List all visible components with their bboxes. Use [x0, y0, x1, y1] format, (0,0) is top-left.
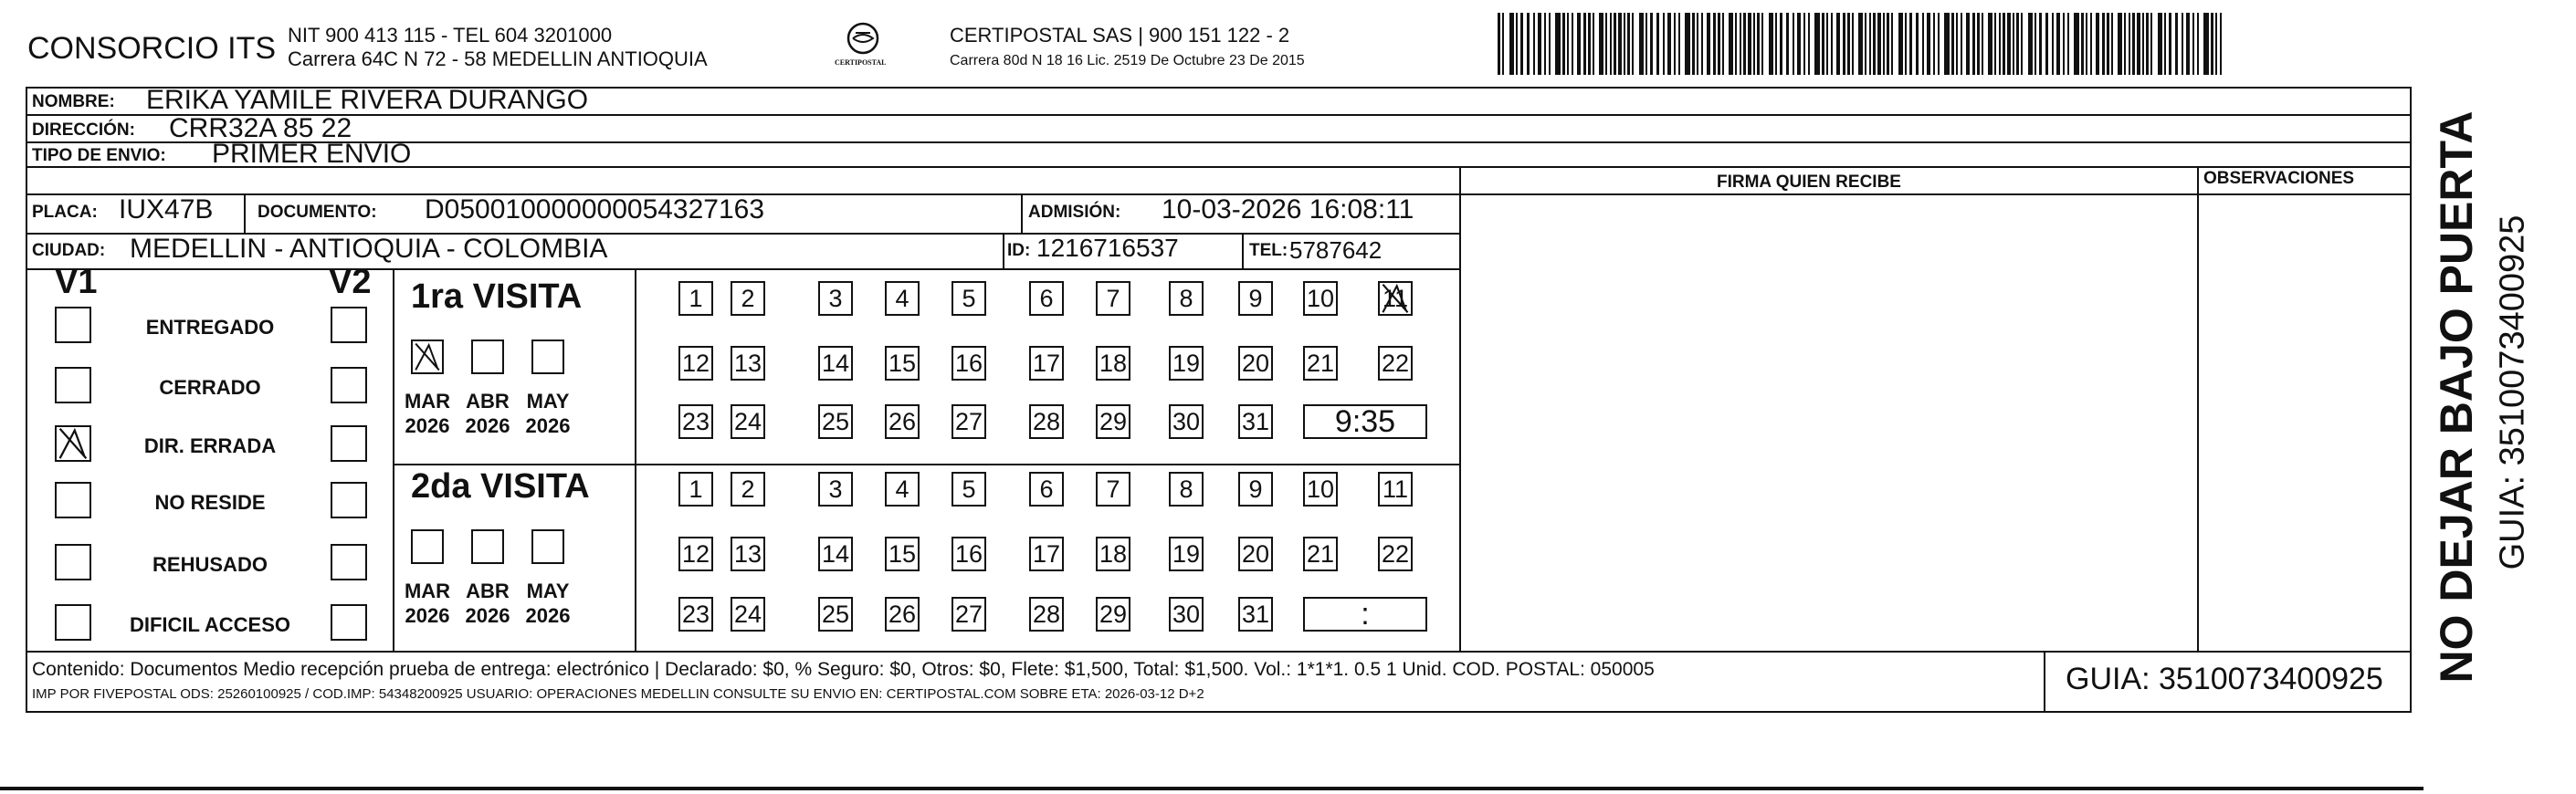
visit1-month-checkbox-1[interactable]	[411, 340, 444, 374]
address-label: DIRECCIÓN:	[32, 120, 135, 140]
barcode-bar	[1707, 13, 1710, 75]
visit1-day-box[interactable]: 11	[1378, 281, 1413, 316]
visit2-day-box[interactable]: 17	[1029, 537, 1064, 571]
barcode-bar	[2132, 13, 2135, 75]
status-option-label: CERRADO	[159, 376, 261, 399]
shipment-type: PRIMER ENVIO	[212, 139, 412, 169]
barcode-bar	[1567, 13, 1569, 75]
visit2-day-box[interactable]: 29	[1096, 597, 1130, 632]
visit1-day-box[interactable]: 9	[1238, 281, 1273, 316]
barcode-bar	[1988, 13, 1992, 75]
barcode-bar	[1632, 13, 1634, 75]
visit2-day-box[interactable]: 28	[1029, 597, 1064, 632]
visit1-year-label: 2026	[465, 414, 510, 437]
visit2-day-box[interactable]: 16	[952, 537, 986, 571]
barcode-bar	[2052, 13, 2054, 75]
barcode-bar	[1701, 13, 1703, 75]
visit1-day-box[interactable]: 14	[818, 346, 853, 381]
tel-value: 5787642	[1289, 236, 1383, 264]
barcode-bar	[1667, 13, 1671, 75]
barcode-bar	[1650, 13, 1653, 75]
v1-checkbox-6[interactable]	[55, 604, 91, 641]
v1-label: V1	[55, 263, 98, 301]
visit1-day-box[interactable]: 12	[678, 346, 713, 381]
barcode-bar	[1852, 13, 1854, 75]
barcode-bar	[1549, 13, 1551, 75]
visit1-day-box[interactable]: 10	[1303, 281, 1338, 316]
barcode-bar	[1780, 13, 1782, 75]
v1-checkbox-2[interactable]	[55, 367, 91, 403]
visit2-year-label: 2026	[465, 604, 510, 627]
barcode-bar	[1588, 13, 1591, 75]
visit2-day-box[interactable]: 26	[885, 597, 920, 632]
barcode-bar	[1944, 13, 1950, 75]
barcode-bar	[2158, 13, 2162, 75]
shipment-type-label: TIPO DE ENVIO:	[32, 146, 166, 165]
visit1-day-box[interactable]: 7	[1096, 281, 1130, 316]
side-guia: GUIA: 3510073400925	[2493, 214, 2532, 570]
visit2-year-label: 2026	[405, 604, 450, 627]
logo-text: CERTIPOSTAL	[835, 58, 887, 67]
barcode-bar	[2102, 13, 2105, 75]
status-option-label: DIR. ERRADA	[143, 434, 277, 457]
barcode-bar	[2142, 13, 2144, 75]
visit1-month-label: ABR	[466, 390, 510, 413]
barcode-bar	[2137, 13, 2140, 75]
visit1-day-box[interactable]: 4	[885, 281, 920, 316]
barcode-bar	[1873, 13, 1876, 75]
visit2-day-box[interactable]: 14	[818, 537, 853, 571]
visit2-day-box[interactable]: 3	[818, 472, 853, 507]
visit1-day-box[interactable]: 25	[818, 404, 853, 439]
status-option-label: REHUSADO	[152, 553, 268, 576]
barcode-bar	[1538, 13, 1541, 75]
barcode-bar	[1951, 13, 1954, 75]
barcode-bar	[2164, 13, 2166, 75]
visit2-day-box[interactable]: 5	[952, 472, 986, 507]
barcode-bar	[1761, 13, 1763, 75]
visit2-day-box[interactable]: 30	[1169, 597, 1204, 632]
barcode-bar	[1836, 13, 1840, 75]
visit2-time-box[interactable]: :	[1303, 597, 1427, 632]
barcode-bar	[1605, 13, 1607, 75]
barcode-bar	[1516, 13, 1518, 75]
barcode-bar	[1877, 13, 1881, 75]
visit1-month-checkbox-3[interactable]	[531, 340, 564, 374]
barcode-bar	[2129, 13, 2130, 75]
v2-checkbox-1[interactable]	[331, 307, 367, 343]
visit2-month-label: ABR	[466, 580, 510, 602]
visit2-day-box[interactable]: 1	[678, 472, 713, 507]
visit1-year-label: 2026	[405, 414, 450, 437]
barcode-bar	[1982, 13, 1983, 75]
v1-checkbox-4[interactable]	[55, 482, 91, 518]
barcode-bar	[1674, 13, 1676, 75]
barcode-bar	[1618, 13, 1622, 75]
barcode-bar	[1822, 13, 1824, 75]
barcode-bar	[1697, 13, 1698, 75]
barcode-bar	[1663, 13, 1665, 75]
visit2-day-box[interactable]: 31	[1238, 597, 1273, 632]
barcode-bar	[1692, 13, 1695, 75]
document-value: D050010000000054327163	[425, 194, 765, 225]
visit2-day-box[interactable]: 2	[731, 472, 765, 507]
barcode-bar	[1916, 13, 1919, 75]
barcode-bar	[1740, 13, 1741, 75]
barcode-bar	[1961, 13, 1962, 75]
visit2-day-box[interactable]: 8	[1169, 472, 1204, 507]
id-value: 1216716537	[1036, 234, 1179, 262]
barcode-bar	[1977, 13, 1980, 75]
barcode-bar	[1956, 13, 1958, 75]
barcode-bar	[1509, 13, 1514, 75]
visit1-day-box[interactable]: 30	[1169, 404, 1204, 439]
barcode-bar	[2107, 13, 2109, 75]
barcode-bar	[2074, 13, 2079, 75]
signature-label: FIRMA QUIEN RECIBE	[1717, 172, 1901, 192]
visit1-day-box[interactable]: 27	[952, 404, 986, 439]
barcode-bar	[1865, 13, 1866, 75]
id-label: ID:	[1007, 241, 1031, 260]
barcode-bar	[2211, 13, 2213, 75]
v1-checkbox-3[interactable]	[55, 425, 91, 462]
visit1-month-checkbox-2[interactable]	[471, 340, 504, 374]
visit2-month-label: MAR	[404, 580, 451, 602]
visit1-day-box[interactable]: 1	[678, 281, 713, 316]
visit2-day-box[interactable]: 4	[885, 472, 920, 507]
barcode-bar	[1927, 13, 1930, 75]
barcode-bar	[1858, 13, 1863, 75]
visit2-day-box[interactable]: 23	[678, 597, 713, 632]
barcode-bar	[1544, 13, 1546, 75]
city-value: MEDELLIN - ANTIOQUIA - COLOMBIA	[130, 234, 608, 264]
visit2-year-label: 2026	[525, 604, 571, 627]
barcode-bar	[1757, 13, 1760, 75]
barcode-bar	[2021, 13, 2023, 75]
barcode-bar	[1533, 13, 1535, 75]
barcode-bar	[1786, 13, 1789, 75]
visit2-day-box[interactable]: 19	[1169, 537, 1204, 571]
v2-checkbox-5[interactable]	[331, 544, 367, 580]
barcode-bar	[1722, 13, 1724, 75]
barcode-bar	[1999, 13, 2001, 75]
visit1-day-box[interactable]: 29	[1096, 404, 1130, 439]
v2-label: V2	[329, 263, 372, 301]
carrier-line-1: CERTIPOSTAL SAS | 900 151 122 - 2	[950, 24, 1290, 47]
barcode-bar	[2081, 13, 2084, 75]
barcode-bar	[1599, 13, 1603, 75]
status-option-label: NO RESIDE	[154, 491, 266, 514]
visit2-month-checkbox-3[interactable]	[531, 529, 564, 564]
v2-checkbox-6[interactable]	[331, 604, 367, 641]
visit1-day-box[interactable]: 6	[1029, 281, 1064, 316]
admission-label: ADMISIÓN:	[1028, 203, 1121, 222]
barcode-bar	[1729, 13, 1733, 75]
barcode-bar	[2090, 13, 2092, 75]
visit1-day-box[interactable]: 19	[1169, 346, 1204, 381]
plate-label: PLACA:	[32, 203, 98, 222]
visit2-day-box[interactable]: 24	[731, 597, 765, 632]
barcode-bar	[2063, 13, 2065, 75]
visit2-day-box[interactable]: 12	[678, 537, 713, 571]
barcode-bar	[1808, 13, 1810, 75]
barcode-bar	[1891, 13, 1893, 75]
v2-checkbox-4[interactable]	[331, 482, 367, 518]
barcode-bar	[2056, 13, 2060, 75]
company-line-2: Carrera 64C N 72 - 58 MEDELLIN ANTIOQUIA	[288, 47, 708, 70]
barcode-bar	[1502, 13, 1504, 75]
visit1-day-box[interactable]: 3	[818, 281, 853, 316]
visit2-month-label: MAY	[526, 580, 570, 602]
status-option-label: ENTREGADO	[145, 316, 275, 339]
visit1-day-box[interactable]: 31	[1238, 404, 1273, 439]
visit1-day-box[interactable]: 5	[952, 281, 986, 316]
barcode-bar	[1933, 13, 1935, 75]
barcode-bar	[1972, 13, 1975, 75]
barcode-bar	[2169, 13, 2171, 75]
barcode-bar	[1898, 13, 1903, 75]
visit1-day-box[interactable]: 17	[1029, 346, 1064, 381]
barcode-bar	[1883, 13, 1885, 75]
barcode-bar	[1624, 13, 1625, 75]
visit1-day-box[interactable]: 20	[1238, 346, 1273, 381]
barcode-bar	[1577, 13, 1581, 75]
recipient-address: CRR32A 85 22	[169, 113, 352, 143]
visit1-day-box[interactable]: 23	[678, 404, 713, 439]
barcode-bar	[1847, 13, 1850, 75]
barcode-bar	[1735, 13, 1737, 75]
barcode-bar	[2007, 13, 2011, 75]
barcode-bar	[1994, 13, 1996, 75]
visit1-month-label: MAY	[526, 390, 570, 413]
barcode-bar	[2192, 13, 2194, 75]
carrier-line-2: Carrera 80d N 18 16 Lic. 2519 De Octubre 23 De 2015	[950, 53, 1305, 68]
recipient-name: ERIKA YAMILE RIVERA DURANGO	[146, 85, 589, 115]
visit1-day-box[interactable]: 8	[1169, 281, 1204, 316]
visit2-day-box[interactable]: 11	[1378, 472, 1413, 507]
v2-checkbox-3[interactable]	[331, 425, 367, 462]
visit1-day-box[interactable]: 2	[731, 281, 765, 316]
barcode-bar	[1645, 13, 1647, 75]
barcode-bar	[1639, 13, 1644, 75]
barcode-bar	[1527, 13, 1530, 75]
document-label: DOCUMENTO:	[258, 203, 377, 222]
barcode-bar	[1718, 13, 1720, 75]
barcode-bar	[1656, 13, 1659, 75]
visit1-day-box[interactable]: 28	[1029, 404, 1064, 439]
barcode-bar	[1922, 13, 1924, 75]
barcode-bar	[1562, 13, 1565, 75]
footer-print-info: IMP POR FIVEPOSTAL ODS: 25260100925 / COD.IMP: 54348200925 USUARIO: OPERACIONES MEDELLIN CONSULTE SU ENVIO EN: CERTIPOSTAL.COM SOBRE ETA: 2026-03-12 D+2	[32, 686, 1204, 702]
barcode-bar	[2086, 13, 2087, 75]
barcode-bar	[1814, 13, 1820, 75]
barcode-bar	[2146, 13, 2149, 75]
barcode-bar	[1614, 13, 1616, 75]
barcode-bar	[1713, 13, 1716, 75]
visit1-day-box[interactable]: 22	[1378, 346, 1413, 381]
barcode-bar	[1678, 13, 1680, 75]
barcode-bar	[1905, 13, 1907, 75]
barcode-bar	[1769, 13, 1773, 75]
city-label: CIUDAD:	[32, 241, 106, 260]
barcode-bar	[1793, 13, 1794, 75]
visit1-day-box[interactable]: 18	[1096, 346, 1130, 381]
barcode-bar	[1610, 13, 1612, 75]
barcode-bar	[2016, 13, 2019, 75]
visit1-day-box[interactable]: 24	[731, 404, 765, 439]
visit1-day-box[interactable]: 15	[885, 346, 920, 381]
status-option-label: DIFICIL ACCESO	[129, 613, 290, 636]
visit2-month-checkbox-2[interactable]	[471, 529, 504, 564]
barcode-bar	[2186, 13, 2190, 75]
visit2-day-box[interactable]: 20	[1238, 537, 1273, 571]
admission-value: 10-03-2026 16:08:11	[1162, 194, 1414, 225]
v1-checkbox-1[interactable]	[55, 307, 91, 343]
visit2-day-box[interactable]: 10	[1303, 472, 1338, 507]
visit2-day-box[interactable]: 15	[885, 537, 920, 571]
barcode-bar	[1843, 13, 1845, 75]
barcode-bar	[2096, 13, 2099, 75]
barcode-bar	[1826, 13, 1828, 75]
barcode-bar	[2203, 13, 2209, 75]
barcode-bar	[2039, 13, 2042, 75]
barcode-bar	[2045, 13, 2048, 75]
barcode-bar	[1572, 13, 1573, 75]
visit2-day-box[interactable]: 18	[1096, 537, 1130, 571]
visit2-day-box[interactable]: 27	[952, 597, 986, 632]
barcode-bar	[2182, 13, 2183, 75]
barcode-bar	[1775, 13, 1777, 75]
barcode-bar	[2003, 13, 2005, 75]
visit1-year-label: 2026	[525, 414, 571, 437]
visit1-time-box[interactable]: 9:35	[1303, 404, 1427, 439]
tel-label: TEL:	[1249, 241, 1288, 260]
side-warning: NO DEJAR BAJO PUERTA	[2431, 110, 2482, 684]
barcode-bar	[1753, 13, 1755, 75]
v1-checkbox-5[interactable]	[55, 544, 91, 580]
company-name: CONSORCIO ITS	[27, 31, 277, 66]
barcode-bar	[2028, 13, 2033, 75]
v2-checkbox-2[interactable]	[331, 367, 367, 403]
barcode-bar	[2067, 13, 2069, 75]
footer-guia: GUIA: 3510073400925	[2066, 662, 2383, 696]
visit1-day-box[interactable]: 16	[952, 346, 986, 381]
bottom-divider	[0, 787, 2424, 790]
barcode-bar	[1685, 13, 1690, 75]
barcode-bar	[1555, 13, 1561, 75]
certipostal-logo	[831, 20, 895, 75]
barcode-bar	[1966, 13, 1970, 75]
barcode-bar	[1938, 13, 1940, 75]
barcode-bar	[2035, 13, 2036, 75]
visit1-day-box[interactable]: 13	[731, 346, 765, 381]
barcode-bar	[2175, 13, 2178, 75]
visit1-title: 1ra VISITA	[411, 277, 583, 316]
main-form-frame	[26, 87, 2412, 713]
visit2-day-box[interactable]: 9	[1238, 472, 1273, 507]
visit1-day-box[interactable]: 26	[885, 404, 920, 439]
observations-label: OBSERVACIONES	[2203, 169, 2355, 188]
visit2-month-checkbox-1[interactable]	[411, 529, 444, 564]
barcode-bar	[1797, 13, 1801, 75]
barcode-bar	[2013, 13, 2014, 75]
visit2-day-box[interactable]: 21	[1303, 537, 1338, 571]
visit2-day-box[interactable]: 13	[731, 537, 765, 571]
visit1-month-label: MAR	[404, 390, 451, 413]
name-label: NOMBRE:	[32, 92, 115, 111]
barcode-bar	[1583, 13, 1586, 75]
barcode-bar	[2197, 13, 2199, 75]
barcode-bar	[2118, 13, 2122, 75]
visit2-day-box[interactable]: 6	[1029, 472, 1064, 507]
barcode-bar	[1520, 13, 1523, 75]
barcode-bar	[2124, 13, 2126, 75]
barcode-bar	[1498, 13, 1500, 75]
barcode-bar	[1909, 13, 1912, 75]
visit2-day-box[interactable]: 22	[1378, 537, 1413, 571]
company-line-1: NIT 900 413 115 - TEL 604 3201000	[288, 24, 613, 47]
barcode-bar	[1593, 13, 1594, 75]
barcode-bar	[1743, 13, 1746, 75]
visit2-day-box[interactable]: 7	[1096, 472, 1130, 507]
visit1-day-box[interactable]: 21	[1303, 346, 1338, 381]
plate-value: IUX47B	[119, 194, 214, 225]
barcode-bar	[2150, 13, 2152, 75]
barcode-bar	[2111, 13, 2113, 75]
barcode-bar	[1627, 13, 1630, 75]
barcode-bar	[1803, 13, 1805, 75]
footer-content: Contenido: Documentos Medio recepción prueba de entrega: electrónico | Declarado: $0, % Seguro: $0, Otros: $0, Flete: $1,500, Total: $1,500. Vol.: 1*1*1. 0.5 1 Unid. COD. POSTAL: 050005	[32, 659, 1655, 680]
barcode-bar	[2220, 13, 2222, 75]
visit2-day-box[interactable]: 25	[818, 597, 853, 632]
barcode-bar	[1748, 13, 1751, 75]
barcode-bar	[2215, 13, 2217, 75]
visit2-title: 2da VISITA	[411, 467, 590, 506]
barcode-bar	[1831, 13, 1833, 75]
barcode-bar	[1869, 13, 1871, 75]
barcode-bar	[1887, 13, 1889, 75]
